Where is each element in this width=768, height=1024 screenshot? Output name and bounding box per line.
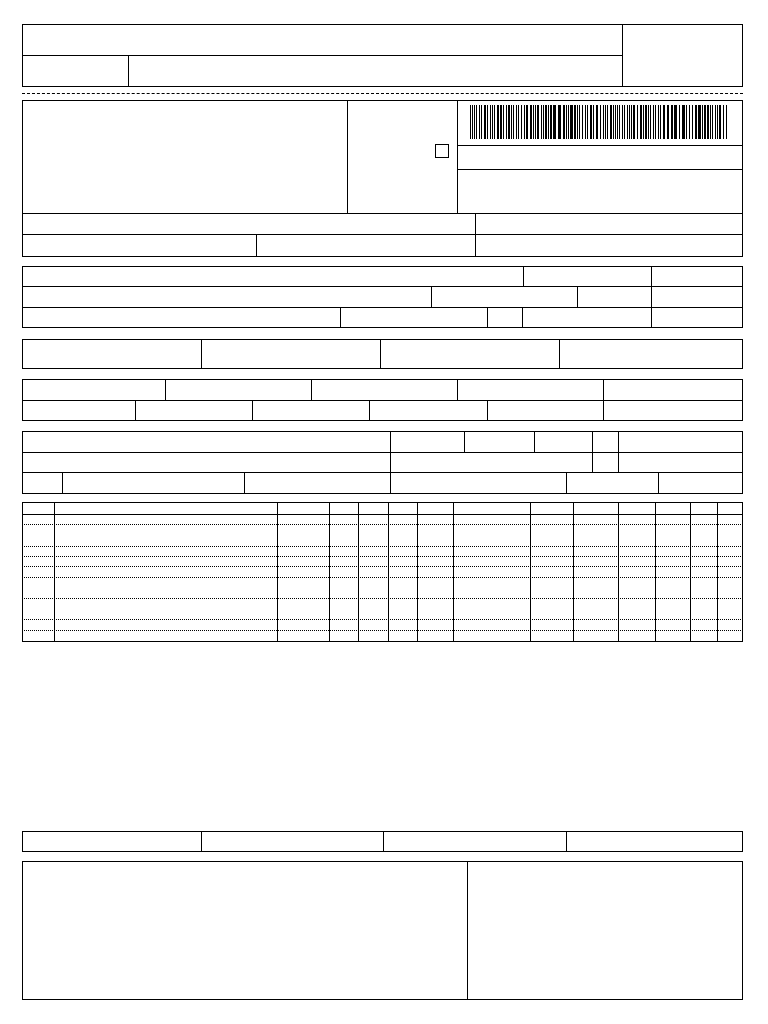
barcode-bar [470,105,471,139]
barcode-bar [622,105,623,139]
tax-bot-v3 [369,400,370,421]
recipient-v6 [487,307,488,328]
products-column-divider [573,502,574,642]
barcode-bar [692,105,693,139]
barcode-bar [702,105,703,139]
recipient-frame [22,266,743,328]
transport-v6 [62,472,63,494]
barcode-bar [605,105,606,139]
barcode-bar [537,105,539,139]
barcode-bar [548,105,549,139]
barcode-bar [563,105,565,139]
recipient-line-1 [22,286,743,287]
barcode-bar [723,105,724,139]
transport-v4 [592,431,593,472]
entry-exit-checkbox[interactable] [435,144,449,158]
barcode-bar [582,105,583,139]
barcode-bar [550,105,552,139]
barcode-bar [663,105,665,139]
products-column-divider [358,502,359,642]
barcode-bar [695,105,697,139]
products-column-divider [329,502,330,642]
barcode-bar [593,105,594,139]
barcode-bar [719,105,721,139]
barcode-bar [643,105,644,139]
barcode-bar [574,105,576,139]
barcode-bottom-line [457,145,743,146]
table-row [22,566,743,567]
barcode-bar [503,105,504,139]
barcode-bar [689,105,690,139]
barcode-bar [645,105,647,139]
table-row [22,630,743,631]
barcode-bar [513,105,514,139]
barcode-bar [587,105,588,139]
products-column-divider [277,502,278,642]
additional-data-divider [467,861,468,1000]
receipt-corner-divider [622,24,623,87]
barcode-bar [726,105,727,139]
table-row [22,598,743,599]
barcode-bar [667,105,669,139]
barcode-bar [674,105,677,139]
barcode-bar [492,105,493,139]
issqn-v3 [566,831,567,852]
barcode-bar [686,105,687,139]
barcode-bar [600,105,601,139]
barcode-bar [615,105,616,139]
barcode-bar [568,105,569,139]
receipt-date-divider [128,55,129,87]
barcode-bar [579,105,580,139]
protocol-divider [475,213,476,257]
barcode-bar [698,105,701,139]
products-column-divider [655,502,656,642]
barcode-bar [624,105,625,139]
invoice-v3 [559,339,560,369]
barcode-bar [658,105,659,139]
barcode-bar [474,105,475,139]
issuer-lower-line [22,213,743,214]
barcode-bar [590,105,592,139]
barcode-bar [633,105,635,139]
barcode-bar [535,105,536,139]
barcode-bar [596,105,598,139]
barcode-bar [629,105,630,139]
additional-data-frame [22,861,743,1000]
products-header-line [22,514,743,515]
transport-line-2 [22,472,743,473]
issqn-v1 [201,831,202,852]
invoice-frame [22,339,743,369]
barcode-bar [707,105,709,139]
table-row [22,524,743,525]
barcode-bar [655,105,656,139]
barcode-bar [640,105,642,139]
barcode-bar [490,105,491,139]
danfe-divider [457,100,458,214]
transport-v5 [618,431,619,472]
barcode-bar [521,105,522,139]
products-column-divider [717,502,718,642]
tax-top-v3 [457,379,458,400]
transport-v2 [464,431,465,452]
barcode-bar [511,105,512,139]
barcode-bar [516,105,517,139]
issuer-lower-line-2 [22,234,743,235]
issqn-v2 [383,831,384,852]
products-column-divider [453,502,454,642]
tax-bot-v1 [135,400,136,421]
products-column-divider [618,502,619,642]
products-frame [22,502,743,642]
transport-v3 [534,431,535,452]
invoice-v2 [380,339,381,369]
tax-top-v1 [165,379,166,400]
barcode-bar [619,105,620,139]
barcode-bar [484,105,486,139]
transport-frame [22,431,743,494]
barcode-bar [603,105,604,139]
barcode-bar [545,105,547,139]
barcode-bar [506,105,507,139]
recipient-line-2 [22,307,743,308]
barcode-bar [518,105,519,139]
barcode-bar [671,105,673,139]
barcode-bar [712,105,713,139]
barcode-bar [508,105,510,139]
barcode-bar [610,105,612,139]
barcode-bar [530,105,532,139]
tax-line [22,400,743,401]
recipient-v2 [651,266,652,328]
barcode-icon [470,105,730,139]
barcode-bar [682,105,685,139]
barcode-bar [570,105,573,139]
tax-v4 [603,379,604,421]
transport-v9 [658,472,659,494]
recipient-v5 [340,307,341,328]
recipient-v3 [431,286,432,307]
barcode-bar [526,105,528,139]
barcode-bar [476,105,477,139]
state-reg-divider [256,234,257,257]
barcode-bar [558,105,561,139]
barcode-bar [524,105,525,139]
barcode-bar [553,105,556,139]
table-row [22,556,743,557]
tax-bot-v4 [487,400,488,421]
barcode-bar [648,105,649,139]
barcode-bar [717,105,718,139]
barcode-bar [577,105,578,139]
barcode-bar [607,105,608,139]
receipt-divider [22,55,622,56]
access-key-line [457,169,743,170]
barcode-bar [533,105,534,139]
recipient-v7 [522,307,523,328]
barcode-bar [543,105,544,139]
barcode-bar [613,105,614,139]
barcode-bar [487,105,488,139]
barcode-bar [650,105,651,139]
table-row [22,619,743,620]
recipient-v1 [523,266,524,286]
barcode-bar [660,105,661,139]
tax-top-v2 [311,379,312,400]
barcode-bar [679,105,680,139]
barcode-bar [653,105,654,139]
recipient-v4 [577,286,578,307]
issuer-divider [347,100,348,214]
barcode-bar [497,105,499,139]
invoice-v1 [201,339,202,369]
products-column-divider [530,502,531,642]
table-row [22,577,743,578]
transport-v1 [390,431,391,494]
barcode-bar [541,105,542,139]
barcode-bar [566,105,567,139]
barcode-bar [704,105,706,139]
barcode-bar [617,105,618,139]
products-column-divider [388,502,389,642]
barcode-bar [637,105,638,139]
table-row [22,546,743,547]
barcode-bar [472,105,473,139]
products-column-divider [417,502,418,642]
barcode-bar [715,105,716,139]
barcode-bar [494,105,495,139]
products-column-divider [690,502,691,642]
transport-v8 [566,472,567,494]
barcode-bar [500,105,502,139]
barcode-bar [631,105,632,139]
transport-line-1 [22,452,743,453]
products-column-divider [54,502,55,642]
tax-bot-v2 [252,400,253,421]
barcode-bar [710,105,711,139]
barcode-bar [627,105,628,139]
barcode-bar [481,105,482,139]
barcode-bar [585,105,586,139]
cut-line [22,93,743,94]
transport-v7 [244,472,245,494]
barcode-bar [479,105,480,139]
